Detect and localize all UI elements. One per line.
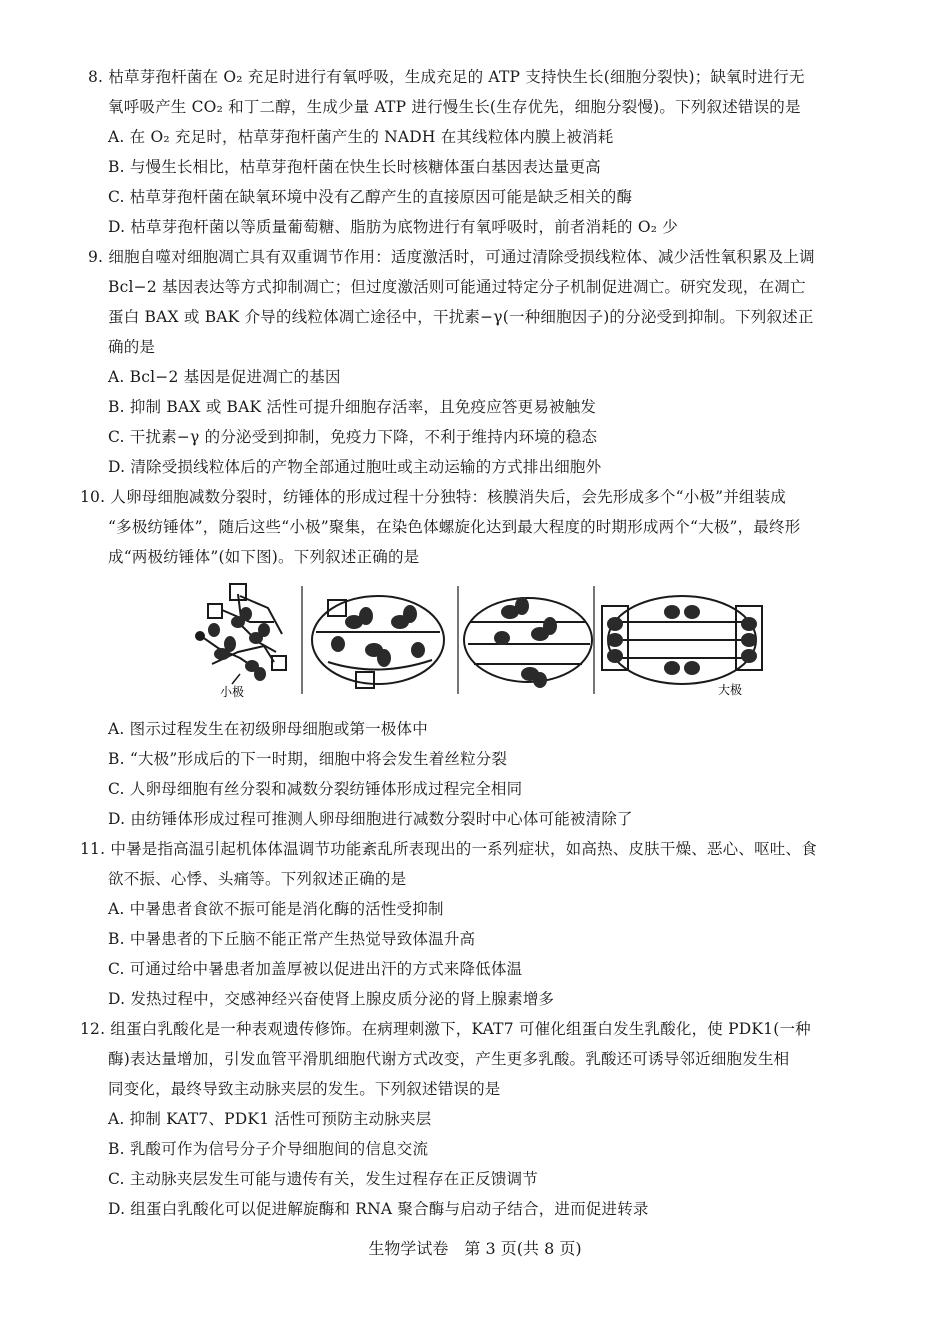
- figure-panel-bipolar: [602, 596, 762, 684]
- q11-option-d: D. 发热过程中，交感神经兴奋使肾上腺皮质分泌的肾上腺素增多: [108, 990, 555, 1008]
- q11-option-c: C. 可通过给中暑患者加盖厚被以促进出汗的方式来降低体温: [108, 960, 523, 978]
- q12-option-d: D. 组蛋白乳酸化可以促进解旋酶和 RNA 聚合酶与启动子结合，进而促进转录: [108, 1200, 649, 1218]
- q8-option-b: B. 与慢生长相比，枯草芽孢杆菌在快生长时核糖体蛋白基因表达量更高: [108, 158, 601, 176]
- q9-stem-line-3: 蛋白 BAX 或 BAK 介导的线粒体凋亡途径中，干扰素−γ(一种细胞因子)的分泌受到抑制。下列叙述正: [108, 308, 814, 326]
- q8-option-d: D. 枯草芽孢杆菌以等质量葡萄糖、脂肪为底物进行有氧呼吸时，前者消耗的 O₂ 少: [108, 218, 679, 236]
- q8-option-a: A. 在 O₂ 充足时，枯草芽孢杆菌产生的 NADH 在其线粒体内膜上被消耗: [108, 128, 614, 146]
- q10-option-c: C. 人卵母细胞有丝分裂和减数分裂纺锤体形成过程完全相同: [108, 780, 523, 798]
- q12-stem-line-3: 同变化，最终导致主动脉夹层的发生。下列叙述错误的是: [108, 1080, 501, 1098]
- figure-panel-multipolar: [196, 584, 286, 684]
- q12-stem-line-1: 12. 组蛋白乳酸化是一种表观遗传修饰。在病理刺激下，KAT7 可催化组蛋白发生乳酸化，使 PDK1(一种: [80, 1020, 811, 1038]
- q10-stem-line-2: “多极纺锤体”，随后这些“小极”聚集，在染色体螺旋化达到最大程度的时期形成两个“大极”，最终形: [108, 518, 801, 536]
- page-footer: 生物学试卷 第 3 页(共 8 页): [368, 1239, 582, 1258]
- q10-option-a: A. 图示过程发生在初级卵母细胞或第一极体中: [108, 720, 428, 738]
- small-pole-label: 小极: [220, 685, 245, 699]
- q9-stem-line-2: Bcl−2 基因表达等方式抑制凋亡；但过度激活则可能通过特定分子机制促进凋亡。研究发现，在凋亡: [108, 278, 806, 296]
- q9-option-d: D. 清除受损线粒体后的产物全部通过胞吐或主动运输的方式排出细胞外: [108, 458, 602, 476]
- q12-option-a: A. 抑制 KAT7、PDK1 活性可预防主动脉夹层: [108, 1110, 432, 1128]
- large-pole-label: 大极: [718, 683, 743, 697]
- figure-panel-gathering: [312, 596, 444, 688]
- q11-option-a: A. 中暑患者食欲不振可能是消化酶的活性受抑制: [108, 900, 444, 918]
- q9-option-c: C. 干扰素−γ 的分泌受到抑制，免疫力下降，不利于维持内环境的稳态: [108, 428, 598, 446]
- q10-option-d: D. 由纺锤体形成过程可推测人卵母细胞进行减数分裂时中心体可能被清除了: [108, 810, 633, 828]
- q8-option-c: C. 枯草芽孢杆菌在缺氧环境中没有乙醇产生的直接原因可能是缺乏相关的酶: [108, 188, 633, 206]
- q11-stem-line-2: 欲不振、心悸、头痛等。下列叙述正确的是: [108, 870, 407, 888]
- q9-stem-line-4: 确的是: [108, 338, 156, 356]
- q9-stem-line-1: 9. 细胞自噬对细胞凋亡具有双重调节作用：适度激活时，可通过清除受损线粒体、减少活性氧积累及上调: [88, 248, 815, 266]
- q10-stem-line-1: 10. 人卵母细胞减数分裂时，纺锤体的形成过程十分独特：核膜消失后，会先形成多个“小极”并组装成: [80, 488, 787, 506]
- q12-option-c: C. 主动脉夹层发生可能与遗传有关，发生过程存在正反馈调节: [108, 1170, 538, 1188]
- q10-option-b: B. “大极”形成后的下一时期，细胞中将会发生着丝粒分裂: [108, 750, 508, 768]
- q12-stem-line-2: 酶)表达量增加，引发血管平滑肌细胞代谢方式改变，产生更多乳酸。乳酸还可诱导邻近细胞发生相: [108, 1050, 790, 1068]
- q9-option-b: B. 抑制 BAX 或 BAK 活性可提升细胞存活率，且免疫应答更易被触发: [108, 398, 597, 416]
- q9-option-a: A. Bcl−2 基因是促进凋亡的基因: [108, 368, 341, 386]
- q12-option-b: B. 乳酸可作为信号分子介导细胞间的信息交流: [108, 1140, 429, 1158]
- q8-stem-line-1: 8. 枯草芽孢杆菌在 O₂ 充足时进行有氧呼吸，生成充足的 ATP 支持快生长(细胞分裂快)；缺氧时进行无: [88, 68, 805, 86]
- q10-stem-line-3: 成“两极纺锤体”(如下图)。下列叙述正确的是: [108, 548, 420, 566]
- q11-option-b: B. 中暑患者的下丘脑不能正常产生热觉导致体温升高: [108, 930, 476, 948]
- q8-stem-line-2: 氧呼吸产生 CO₂ 和丁二醇，生成少量 ATP 进行慢生长(生存优先，细胞分裂慢)。下列叙述错误的是: [108, 98, 801, 116]
- q11-stem-line-1: 11. 中暑是指高温引起机体体温调节功能紊乱所表现出的一系列症状，如高热、皮肤干燥、恶心、呕吐、食: [80, 840, 817, 858]
- figure-panel-bipolar-forming: [464, 597, 592, 688]
- spindle-formation-figure: [178, 582, 768, 700]
